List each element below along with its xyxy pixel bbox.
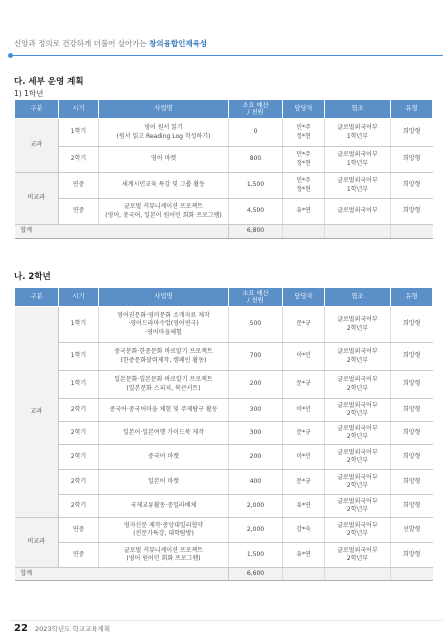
section-title: 다. 세부 운영 계획 (14, 77, 84, 87)
table-row (15, 543, 433, 568)
project-cell: 중국어·중국어마을 체험 및 주제탐구 활동 (99, 399, 229, 422)
budget-cell: 700 (229, 343, 283, 371)
period-cell: 연중 (59, 543, 99, 568)
type-cell: 희망형 (391, 470, 433, 495)
header-emphasis: 창의융합인재육성 (149, 39, 208, 48)
manager-cell: 이*민 (283, 343, 325, 371)
type-cell: 희망형 (391, 199, 433, 225)
col-cooperation: 협조 (325, 288, 391, 307)
period-cell: 연중 (59, 518, 99, 543)
type-cell: 희망형 (391, 371, 433, 399)
period-cell: 2학기 (59, 495, 99, 518)
empty-cell (283, 225, 325, 239)
category-cell: 비교과 (15, 173, 59, 225)
manager-cell: 민*주 정*현 (283, 147, 325, 173)
period-cell: 1학기 (59, 371, 99, 399)
type-cell: 희망형 (391, 343, 433, 371)
budget-cell: 300 (229, 399, 283, 422)
type-cell: 선발형 (391, 518, 433, 543)
cooperation-cell: 글로벌외국어부 (325, 199, 391, 225)
total-label: 합계 (15, 225, 229, 239)
project-cell: 중국문화·한중문화 바로알기 프로젝트 (한중문화달력제작, 캠페인 활동) (99, 343, 229, 371)
table-row (15, 199, 433, 225)
page-header (14, 38, 207, 49)
category-cell: 비교과 (15, 518, 59, 568)
table-row (15, 422, 433, 445)
project-cell: 영어권문화·영미문화 소개자료 제작 ·영어드라마수업(영어연극) ·영어마을체험 (99, 307, 229, 343)
col-project: 사업명 (99, 288, 229, 307)
manager-cell: 문*규 (283, 307, 325, 343)
type-cell: 희망형 (391, 147, 433, 173)
header-text: 신앙과 정의로 건강하게 더불어 살아가는 (14, 39, 147, 48)
table-row (15, 307, 433, 343)
col-type: 유형 (391, 288, 433, 307)
period-cell: 2학기 (59, 445, 99, 470)
table-row (15, 147, 433, 173)
cooperation-cell: 글로벌외국어부 2학년부 (325, 422, 391, 445)
empty-cell (325, 225, 391, 239)
total-budget: 6,800 (229, 225, 283, 239)
manager-cell: 유*연 (283, 495, 325, 518)
budget-cell: 500 (229, 307, 283, 343)
manager-cell: 문*규 (283, 470, 325, 495)
page-footer (14, 623, 110, 634)
header-divider (10, 55, 443, 56)
type-cell: 희망형 (391, 543, 433, 568)
type-cell: 희망형 (391, 495, 433, 518)
table-row (15, 518, 433, 543)
period-cell: 연중 (59, 173, 99, 199)
table-row (15, 343, 433, 371)
cooperation-cell: 글로벌외국어부 1학년부 (325, 147, 391, 173)
category-cell: 교과 (15, 307, 59, 518)
project-cell: 영어 마켓 (99, 147, 229, 173)
cooperation-cell: 글로벌외국어부 2학년부 (325, 518, 391, 543)
manager-cell: 이*민 (283, 399, 325, 422)
type-cell: 희망형 (391, 119, 433, 147)
period-cell: 1학기 (59, 119, 99, 147)
col-category: 구분 (15, 100, 59, 119)
col-manager: 담당자 (283, 288, 325, 307)
manager-cell: 유*연 (283, 543, 325, 568)
total-row (15, 568, 433, 581)
grade2-header-row (15, 288, 433, 307)
budget-cell: 2,000 (229, 518, 283, 543)
budget-cell: 200 (229, 371, 283, 399)
footer-divider (10, 620, 443, 621)
grade2-title: 나. 2학년 (14, 272, 51, 282)
total-budget: 6,600 (229, 568, 283, 581)
col-cooperation: 협조 (325, 100, 391, 119)
period-cell: 2학기 (59, 147, 99, 173)
cooperation-cell: 글로벌외국어부 2학년부 (325, 470, 391, 495)
budget-cell: 800 (229, 147, 283, 173)
total-row (15, 225, 433, 239)
budget-cell: 300 (229, 422, 283, 445)
budget-cell: 200 (229, 445, 283, 470)
project-cell: 글로벌 커뮤니케이션 프로젝트 (영어, 중국어, 일본어 원어민 회화 프로그램) (99, 199, 229, 225)
budget-cell: 400 (229, 470, 283, 495)
col-budget: 소요 예산 / 천원 (229, 288, 283, 307)
project-cell: 일본어·일본여행 가이드북 제작 (99, 422, 229, 445)
table-row (15, 495, 433, 518)
project-cell: 영어 원서 읽기 (원서 읽고 Reading Log 작성하기) (99, 119, 229, 147)
col-type: 유형 (391, 100, 433, 119)
type-cell: 희망형 (391, 422, 433, 445)
manager-cell: 강*숙 (283, 518, 325, 543)
project-cell: 일본문화·일본문화 바로알기 프로젝트 (일본문화 스피치, 북큰서트) (99, 371, 229, 399)
col-category: 구분 (15, 288, 59, 307)
table-row (15, 445, 433, 470)
table-row (15, 371, 433, 399)
manager-cell: 이*민 (283, 445, 325, 470)
project-cell: 영자신문 제작·중앙대일리협약 (전문가특강, 대학탐방) (99, 518, 229, 543)
col-project: 사업명 (99, 100, 229, 119)
type-cell: 희망형 (391, 173, 433, 199)
grade1-table (14, 99, 433, 239)
cooperation-cell: 글로벌외국어부 2학년부 (325, 307, 391, 343)
type-cell: 희망형 (391, 399, 433, 422)
period-cell: 연중 (59, 199, 99, 225)
total-label: 합계 (15, 568, 229, 581)
project-cell: 국제교류활동·중일라베체 (99, 495, 229, 518)
project-cell: 일본어 마켓 (99, 470, 229, 495)
cooperation-cell: 글로벌외국어부 2학년부 (325, 543, 391, 568)
cooperation-cell: 글로벌외국어부 2학년부 (325, 371, 391, 399)
period-cell: 1학기 (59, 343, 99, 371)
period-cell: 2학기 (59, 399, 99, 422)
budget-cell: 2,000 (229, 495, 283, 518)
cooperation-cell: 글로벌외국어부 1학년부 (325, 119, 391, 147)
grade2-table (14, 287, 433, 581)
empty-cell (391, 568, 433, 581)
cooperation-cell: 글로벌외국어부 1학년부 (325, 173, 391, 199)
col-budget: 소요 예산 / 천원 (229, 100, 283, 119)
budget-cell: 4,500 (229, 199, 283, 225)
cooperation-cell: 글로벌외국어부 2학년부 (325, 495, 391, 518)
cooperation-cell: 글로벌외국어부 2학년부 (325, 343, 391, 371)
page-number: 22 (14, 623, 28, 634)
col-manager: 담당자 (283, 100, 325, 119)
budget-cell: 1,500 (229, 543, 283, 568)
table-row (15, 173, 433, 199)
period-cell: 1학기 (59, 307, 99, 343)
manager-cell: 문*규 (283, 422, 325, 445)
manager-cell: 문*규 (283, 371, 325, 399)
grade1-header-row (15, 100, 433, 119)
cooperation-cell: 글로벌외국어부 2학년부 (325, 445, 391, 470)
manager-cell: 유*연 (283, 199, 325, 225)
empty-cell (391, 225, 433, 239)
footer-text: 2023학년도 학교교육계획 (35, 625, 111, 633)
budget-cell: 1,500 (229, 173, 283, 199)
empty-cell (325, 568, 391, 581)
empty-cell (283, 568, 325, 581)
table-row (15, 470, 433, 495)
manager-cell: 민*주 정*현 (283, 173, 325, 199)
type-cell: 희망형 (391, 445, 433, 470)
cooperation-cell: 글로벌외국어부 2학년부 (325, 399, 391, 422)
project-cell: 중국어 마켓 (99, 445, 229, 470)
budget-cell: 0 (229, 119, 283, 147)
manager-cell: 민*주 정*현 (283, 119, 325, 147)
type-cell: 희망형 (391, 307, 433, 343)
category-cell: 교과 (15, 119, 59, 173)
col-period: 시기 (59, 100, 99, 119)
period-cell: 2학기 (59, 422, 99, 445)
table-row (15, 119, 433, 147)
col-period: 시기 (59, 288, 99, 307)
grade1-title: 1) 1학년 (14, 89, 44, 98)
table-row (15, 399, 433, 422)
project-cell: 글로벌 커뮤니케이션 프로젝트 (영어 원어민 회화 프로그램) (99, 543, 229, 568)
period-cell: 2학기 (59, 470, 99, 495)
project-cell: 세계시민교육 특강 및 그룹 활동 (99, 173, 229, 199)
